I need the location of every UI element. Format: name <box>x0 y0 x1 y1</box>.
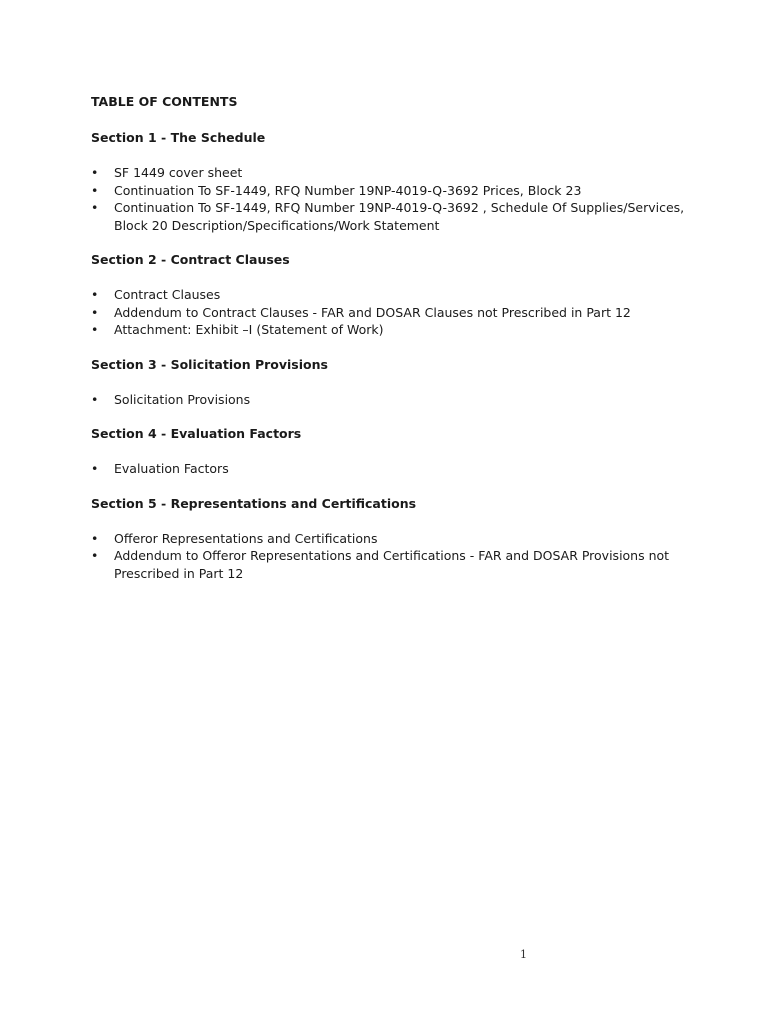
toc-title: TABLE OF CONTENTS <box>91 94 238 109</box>
page-number: 1 <box>520 948 527 961</box>
bullet-icon: • <box>91 200 99 215</box>
list-item <box>91 321 711 339</box>
section-1 <box>91 129 711 234</box>
bullet-icon: • <box>91 548 99 563</box>
section-item-list <box>91 460 711 478</box>
list-item-text: Attachment: Exhibit –I (Statement of Work) <box>114 322 384 337</box>
section-heading: Section 1 - The Schedule <box>91 130 266 145</box>
bullet-icon: • <box>91 461 99 476</box>
list-item <box>91 460 711 478</box>
list-item <box>91 182 711 200</box>
section-4 <box>91 425 711 478</box>
bullet-icon: • <box>91 182 99 198</box>
list-item-text: Evaluation Factors <box>114 461 229 476</box>
list-item <box>91 199 711 234</box>
section-3 <box>91 356 711 409</box>
list-item-text: Offeror Representations and Certifications <box>114 530 378 546</box>
bullet-icon: • <box>91 391 99 407</box>
list-item-text: Contract Clauses <box>114 287 221 302</box>
bullet-icon: • <box>91 304 99 320</box>
bullet-icon: • <box>91 530 99 546</box>
list-item-text: Addendum to Contract Clauses - FAR and DOSAR Clauses not Prescribed in Part 12 <box>114 304 631 320</box>
section-item-list <box>91 286 711 339</box>
list-item-text: SF 1449 cover sheet <box>114 165 243 180</box>
section-item-list <box>91 530 711 583</box>
bullet-icon: • <box>91 165 99 180</box>
section-item-list <box>91 391 711 409</box>
section-heading: Section 4 - Evaluation Factors <box>91 426 302 441</box>
section-heading: Section 5 - Representations and Certifications <box>91 495 417 511</box>
section-5 <box>91 495 711 583</box>
list-item <box>91 164 711 182</box>
list-item <box>91 547 711 582</box>
list-item <box>91 391 711 409</box>
list-item <box>91 286 711 304</box>
bullet-icon: • <box>91 322 99 337</box>
section-heading: Section 3 - Solicitation Provisions <box>91 356 328 372</box>
section-heading: Section 2 - Contract Clauses <box>91 252 290 267</box>
list-item-text: Continuation To SF-1449, RFQ Number 19NP-4019-Q-3692 , Schedule Of Supplies/Services, Block 20 Description/Specifications/Work Statement <box>114 200 685 233</box>
section-item-list <box>91 164 711 234</box>
list-item-text: Continuation To SF-1449, RFQ Number 19NP-4019-Q-3692 Prices, Block 23 <box>114 182 582 198</box>
list-item <box>91 530 711 548</box>
list-item-text: Addendum to Offeror Representations and Certifications - FAR and DOSAR Provisions not Prescribed in Part 12 <box>114 548 670 581</box>
bullet-icon: • <box>91 287 99 302</box>
document-page <box>91 93 711 599</box>
section-2 <box>91 251 711 339</box>
list-item <box>91 304 711 322</box>
list-item-text: Solicitation Provisions <box>114 391 251 407</box>
